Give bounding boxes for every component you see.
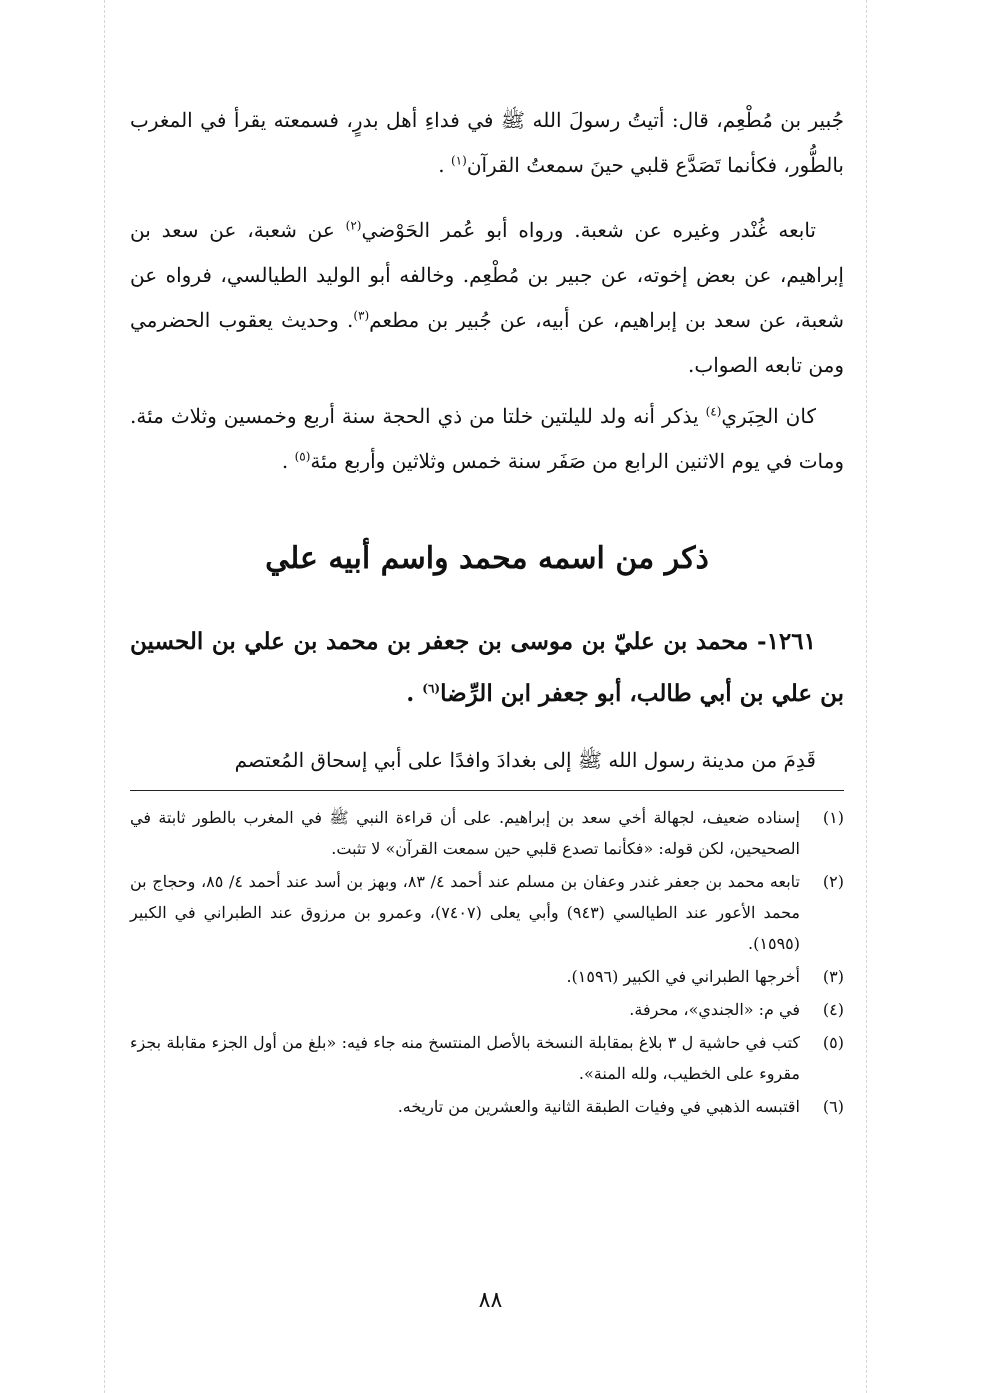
footnote xyxy=(130,802,844,864)
footnote-text: اقتبسه الذهبي في وفيات الطبقة الثانية والعشرين من تاريخه. xyxy=(397,1097,800,1116)
scan-guide-line xyxy=(104,0,105,1393)
footnote-number: (٤) xyxy=(822,1000,844,1019)
footnote-text: أخرجها الطبراني في الكبير (١٥٩٦). xyxy=(566,967,800,986)
footnote-divider xyxy=(130,790,844,791)
paragraph-2-text: تابعه غُنْدر وغيره عن شعبة. ورواه أبو عُمر الحَوْضي xyxy=(361,218,817,242)
footnote-ref-1: (١) xyxy=(450,153,467,168)
paragraph-1 xyxy=(130,98,844,188)
footnote-number: (٢) xyxy=(822,872,844,891)
page-number: ٨٨ xyxy=(478,1288,503,1313)
footnote xyxy=(130,866,844,959)
paragraph-3 xyxy=(130,394,844,484)
footnote xyxy=(130,1027,844,1089)
footnote-text: تابعه محمد بن جعفر غندر وعفان بن مسلم عند أحمد ٤/ ٨٣، وبهز بن أسد عند أحمد ٤/ ٨٥، وحجاج بن محمد الأعور عند الطيالسي (٩٤٣) وأبي يعلى (٧٤٠٧)، وعمرو بن مرزوق عند الطبراني في الكبير (١٥٩٥). xyxy=(130,872,801,953)
footnote xyxy=(130,961,844,992)
paragraph-2-middle: عن شعبة، عن سعد بن إبراهيم، عن بعض إخوته، عن جبير بن مُطْعِم. وخالفه أبو الوليد الطيالسي، فرواه عن شعبة، عن سعد بن إبراهيم، عن أبيه، عن جُبير بن مطعم xyxy=(130,218,845,332)
footnote xyxy=(130,1091,844,1122)
footnote-number: (٥) xyxy=(822,1033,844,1052)
section-heading: ذكر من اسمه محمد واسم أبيه علي xyxy=(265,541,709,576)
footnote xyxy=(130,994,844,1025)
footnote-number: (١) xyxy=(822,808,844,827)
paragraph-3-middle: يذكر أنه ولد لليلتين خلتا من ذي الحجة سنة أربع وخمسين وثلاث مئة. ومات في يوم الاثنين الرابع من صَفَر سنة خمس وثلاثين وأربع مئة xyxy=(130,404,844,473)
footnote-ref-5: (٥) xyxy=(294,449,311,464)
footnote-text: في م: «الجندي»، محرفة. xyxy=(629,1000,800,1019)
entry-text: ١٢٦١- محمد بن عليّ بن موسى بن جعفر بن محمد بن علي بن الحسين بن علي بن أبي طالب، أبو جعفر ابن الرِّضا xyxy=(130,628,844,707)
paragraph-2 xyxy=(130,208,844,388)
footnote-number: (٣) xyxy=(822,967,844,986)
footnotes xyxy=(130,802,844,1124)
footnote-number: (٦) xyxy=(822,1097,844,1116)
entry-intro-line: قَدِمَ من مدينة رسول الله ﷺ إلى بغدادَ وافدًا على أبي إسحاق المُعتصم xyxy=(234,748,816,772)
paragraph-1-text: جُبير بن مُطْعِم، قال: أتيتُ رسولَ الله ﷺ في فداءِ أهل بدرٍ، فسمعته يقرأ في المغرب بالطُّور، فكأنما تَصَدَّع قلبي حينَ سمعتُ القرآن xyxy=(130,108,844,177)
paragraph-3-text: كان الحِبَري xyxy=(721,404,816,428)
entry-tail: . xyxy=(406,680,415,707)
paragraph-3-tail: . xyxy=(281,449,289,473)
paragraph-1-tail: . xyxy=(438,153,445,177)
footnote-text: كتب في حاشية ل ٣ بلاغ بمقابلة النسخة بالأصل المنتسخ منه جاء فيه: «بلغ من أول الجزء مقابلة بجزء مقروء على الخطيب، ولله المنة». xyxy=(130,1033,801,1083)
scan-guide-line xyxy=(866,0,867,1393)
footnote-ref-6: (٦) xyxy=(422,681,441,696)
footnote-ref-2: (٢) xyxy=(345,218,362,233)
paragraph-2-tail: . وحديث يعقوب الحضرمي ومن تابعه الصواب. xyxy=(130,308,844,377)
footnote-ref-3: (٣) xyxy=(353,308,370,323)
biography-entry xyxy=(130,616,844,720)
footnote-ref-4: (٤) xyxy=(705,404,722,419)
footnote-text: إسناده ضعيف، لجهالة أخي سعد بن إبراهيم. على أن قراءة النبي ﷺ في المغرب بالطور ثابتة في الصحيحين، لكن قوله: «فكأنما تصدع قلبي حين سمعت القرآن» لا تثبت. xyxy=(130,808,800,858)
